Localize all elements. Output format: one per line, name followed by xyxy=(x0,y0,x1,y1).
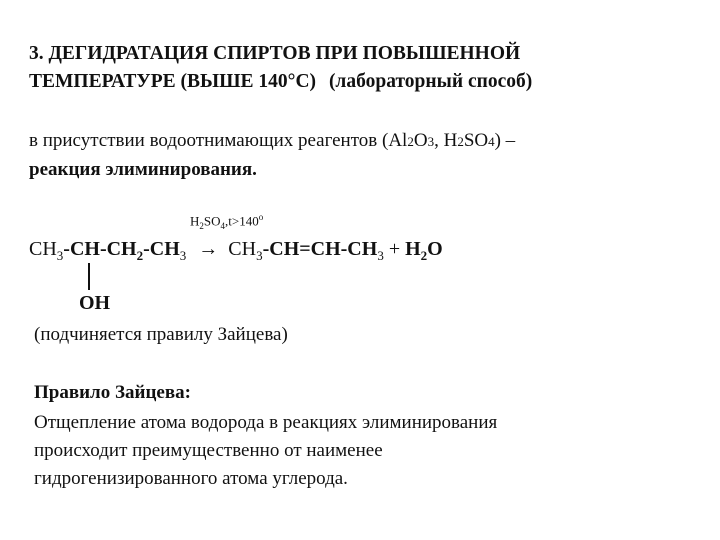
reaction-arrow-icon: → xyxy=(198,238,219,260)
o-subscript: 3 xyxy=(427,134,435,149)
intro-line-1 xyxy=(29,127,515,156)
cond-temp: ,t>140 xyxy=(225,213,259,229)
reactant-sub-1: 3 xyxy=(56,248,64,263)
al-subscript: 2 xyxy=(407,134,414,149)
title-method: (лабораторный способ) xyxy=(328,71,533,92)
zaitsev-note: (подчиняется правилу Зайцева) xyxy=(34,324,288,345)
title-line-1: 3. ДЕГИДРАТАЦИЯ СПИРТОВ ПРИ ПОВЫШЕННОЙ xyxy=(29,43,521,64)
title-line-2 xyxy=(29,68,532,96)
rule-line-1: Отщепление атома водорода в реакциях элиминирования xyxy=(34,412,498,433)
reaction-conditions xyxy=(190,212,263,231)
rule-line-2: происходит преимущественно от наименее xyxy=(34,440,383,461)
reactant-sub-2: 2 xyxy=(136,248,144,263)
water-h: H xyxy=(405,238,421,260)
water-o: O xyxy=(427,238,443,260)
reactant-ch3-a: CH xyxy=(29,238,57,260)
water-sub: 2 xyxy=(420,248,428,263)
intro-o: O xyxy=(413,130,428,151)
cond-h-sub: 2 xyxy=(199,220,204,231)
cond-so-sub: 4 xyxy=(220,220,226,231)
rule-body xyxy=(34,409,694,493)
product-sub-2: 3 xyxy=(377,248,384,263)
so-subscript: 4 xyxy=(488,134,495,149)
intro-text xyxy=(29,127,515,184)
cond-so: SO xyxy=(203,213,221,229)
rule-line-3: гидрогенизированного атома углерода. xyxy=(34,468,348,489)
product-alkene: -CH=CH-CH xyxy=(262,238,378,260)
slide-title xyxy=(29,40,532,96)
product-sub-1: 3 xyxy=(256,248,263,263)
intro-middle: , H xyxy=(434,130,458,151)
intro-after: ) – xyxy=(494,130,516,151)
plus-sign: + xyxy=(383,238,406,260)
intro-so: SO xyxy=(463,130,489,151)
reactant-sub-3: 3 xyxy=(179,248,187,263)
title-temperature: ТЕМПЕРАТУРЕ (ВЫШЕ 140°С) xyxy=(29,71,317,92)
cond-h: H xyxy=(190,213,200,229)
oh-bond-line xyxy=(88,263,90,290)
reaction-equation xyxy=(29,238,443,264)
reactant-ch-ch2: -CH-CH xyxy=(63,238,137,260)
reactant-ch3-b: -CH xyxy=(143,238,180,260)
hydroxyl-group: OH xyxy=(79,292,111,314)
cond-degree: o xyxy=(258,212,264,222)
intro-before: в присутствии водоотнимающих реагентов (Al xyxy=(29,130,408,151)
intro-line-2: реакция элиминирования. xyxy=(29,159,257,180)
rule-heading: Правило Зайцева: xyxy=(34,382,191,403)
product-ch3-a: CH xyxy=(228,238,257,260)
h-subscript: 2 xyxy=(457,134,464,149)
